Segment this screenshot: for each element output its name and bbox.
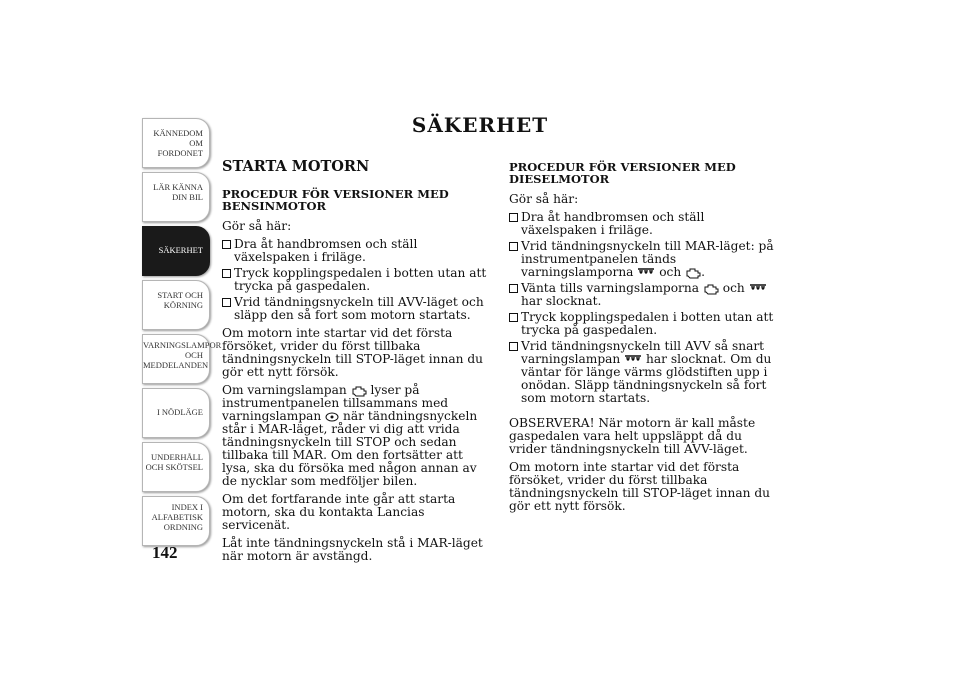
checkbox-bullet [222, 298, 231, 307]
paragraph: Om motorn inte startar vid det första försöket, vrider du först tillbaka tändningsnyckeln till STOP-läget innan du gör ett nytt försök. [222, 326, 484, 379]
page-number: 142 [152, 543, 178, 562]
paragraph: OBSERVERA! När motorn är kall måste gaspedalen vara helt uppsläppt då du vrider tändningsnyckeln till AVV-läget. [509, 416, 756, 456]
paragraph: Om det fortfarande inte går att starta motorn, ska du kontakta Lancias servicenät. [222, 492, 456, 532]
left-column [222, 158, 492, 568]
glow-plug-icon [637, 267, 655, 278]
petrol-subheading: PROCEDUR FÖR VERSIONER MED BENSINMOTOR [222, 187, 449, 213]
paragraph: Om motorn inte startar vid det första försöket, vrider du först tillbaka tändningsnyckeln till STOP-läget innan du gör ett nytt försök. [509, 460, 771, 513]
tab-underhall[interactable]: UNDERHÅLL OCH SKÖTSEL [142, 442, 210, 492]
list-item: Vänta tills varningslamporna och har slocknat. [509, 282, 779, 308]
engine-warning-icon [703, 283, 719, 295]
checkbox-bullet [509, 242, 518, 251]
intro-text: Gör så här: [222, 219, 292, 233]
engine-warning-icon [685, 267, 701, 279]
list-item: Dra åt handbromsen och ställ växelspaken i friläge. [222, 238, 492, 264]
checkbox-bullet [509, 213, 518, 222]
paragraph: Låt inte tändningsnyckeln stå i MAR-läget när motorn är avstängd. [222, 536, 483, 563]
paragraph: Om varningslampan lyser på instrumentpanelen tillsammans med varningslampan när tändningsnyckeln står i MAR-läget, råder vi dig att vrida tändningsnyckeln till STOP och sedan tillbaka till MAR. Om den fortsätter att lysa, ska du försöka med någon annan av de nycklar som medföljer bilen. [222, 383, 478, 488]
section-heading: STARTA MOTORN [222, 158, 370, 175]
diesel-subheading: PROCEDUR FÖR VERSIONER MED DIESELMOTOR [509, 160, 736, 186]
page-title: SÄKERHET [411, 113, 549, 137]
engine-warning-icon [351, 385, 367, 397]
list-item: Tryck kopplingspedalen i botten utan att trycka på gaspedalen. [509, 311, 779, 337]
checkbox-bullet [509, 284, 518, 293]
tab-index[interactable]: INDEX I ALFABETISK ORDNING [142, 496, 210, 546]
list-item: Vrid tändningsnyckeln till AVV-läget och släpp den så fort som motorn startats. [222, 296, 492, 322]
checkbox-bullet [222, 240, 231, 249]
tab-lar-kanna[interactable]: LÄR KÄNNA DIN BIL [142, 172, 210, 222]
right-column [509, 161, 779, 518]
list-item: Vrid tändningsnyckeln till MAR-läget: på instrumentpanelen tänds varningslamporna och . [509, 240, 779, 279]
tab-start-och-korning[interactable]: START OCH KÖRNING [142, 280, 210, 330]
tab-kannedom[interactable]: KÄNNEDOM OM FORDONET [142, 118, 210, 168]
checkbox-bullet [222, 269, 231, 278]
checkbox-bullet [509, 313, 518, 322]
glow-plug-icon [624, 354, 642, 365]
tab-i-nodlage[interactable]: I NÖDLÄGE [142, 388, 210, 438]
list-item: Vrid tändningsnyckeln till AVV så snart varningslampan har slocknat. Om du väntar för länge värms glödstiften upp i onödan. Släpp tändningsnyckeln så fort som motorn startats. [509, 340, 779, 405]
glow-plug-icon [749, 283, 767, 294]
checkbox-bullet [509, 342, 518, 351]
tab-varningslampor[interactable]: VARNINGSLAMPOR OCH MEDDELANDEN [142, 334, 210, 384]
immobilizer-key-icon [325, 412, 339, 422]
tab-sakerhet[interactable]: SÄKERHET [142, 226, 210, 276]
list-item: Dra åt handbromsen och ställ växelspaken i friläge. [509, 211, 779, 237]
list-item: Tryck kopplingspedalen i botten utan att trycka på gaspedalen. [222, 267, 492, 293]
intro-text: Gör så här: [509, 192, 579, 206]
